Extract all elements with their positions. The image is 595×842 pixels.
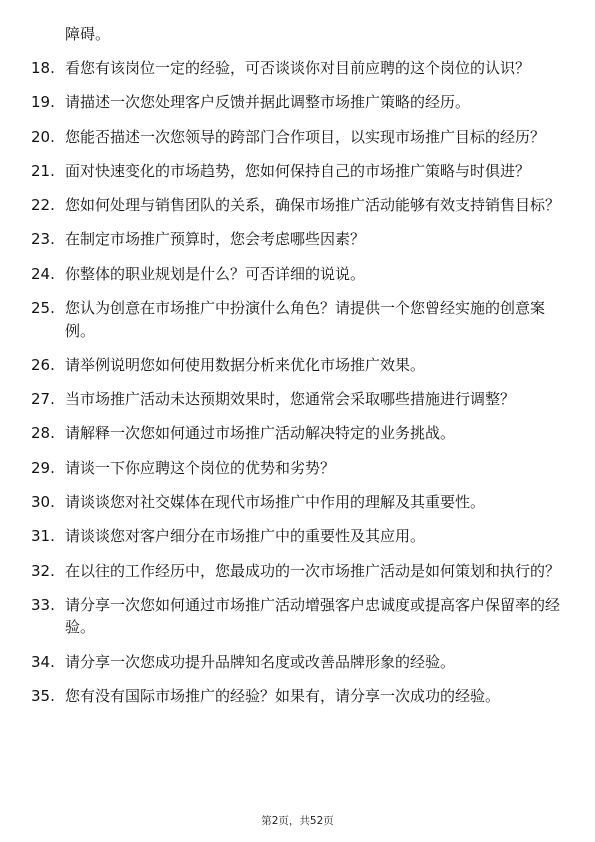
- page-footer: 第2页，共52页: [261, 815, 334, 827]
- item-text: 请谈谈您对社交媒体在现代市场推广中作用的理解及其重要性。: [65, 493, 486, 512]
- list-item: [0, 263, 595, 286]
- list-item: [0, 388, 595, 411]
- item-text: 您能否描述一次您领导的跨部门合作项目，以实现市场推广目标的经历？: [65, 127, 546, 146]
- list-item: [0, 194, 595, 217]
- list-item: [0, 525, 595, 548]
- item-number: 30.: [31, 493, 55, 512]
- item-text: 请解释一次您如何通过市场推广活动解决特定的业务挑战。: [65, 424, 456, 443]
- list-item: [0, 228, 595, 251]
- list-item: [0, 354, 595, 377]
- list-item: [0, 297, 595, 342]
- item-text: 请谈谈您对客户细分在市场推广中的重要性及其应用。: [65, 527, 426, 546]
- item-text: 看您有该岗位一定的经验，可否谈谈你对目前应聘的这个岗位的认识？: [65, 59, 531, 77]
- list-item: [0, 491, 595, 514]
- item-text: 请谈一下你应聘这个岗位的优势和劣势？: [65, 458, 336, 477]
- item-text: 请分享一次您成功提升品牌知名度或改善品牌形象的经验。: [65, 652, 456, 671]
- item-number: 33.: [31, 595, 55, 614]
- item-text: 请举例说明您如何使用数据分析来优化市场推广效果。: [65, 355, 426, 374]
- item-number: 31.: [31, 527, 55, 546]
- item-number: 32.: [31, 561, 55, 580]
- item-number: 21.: [31, 161, 55, 180]
- item-number: 28.: [31, 424, 55, 443]
- item-text: 你整体的职业规划是什么？可否详细的说说。: [65, 264, 366, 283]
- list-item: [0, 685, 595, 708]
- item-number: 25.: [31, 299, 55, 318]
- item-text: 请分享一次您如何通过市场推广活动增强客户忠诚度或提高客户保留率的经验。: [65, 595, 561, 637]
- item-number: 29.: [31, 458, 55, 477]
- item-text: 您认为创意在市场推广中扮演什么角色？请提供一个您曾经实施的创意案例。: [65, 299, 546, 340]
- item-text: 您有没有国际市场推广的经验？如果有，请分享一次成功的经验。: [65, 687, 501, 706]
- item-number: 26.: [31, 355, 55, 374]
- item-number: 34.: [31, 652, 55, 671]
- item-text: 在以往的工作经历中，您最成功的一次市场推广活动是如何策划和执行的？: [65, 561, 561, 580]
- list-item: [0, 422, 595, 445]
- item-number: 22.: [31, 196, 55, 215]
- item-number: 18.: [31, 59, 55, 77]
- item-text: 请描述一次您处理客户反馈并据此调整市场推广策略的经历。: [65, 93, 471, 112]
- item-number: 35.: [31, 687, 55, 706]
- item-number: 23.: [31, 230, 55, 249]
- list-item: [0, 457, 595, 480]
- item-number: 24.: [31, 264, 55, 283]
- list-item: [0, 57, 595, 80]
- item-text: 您如何处理与销售团队的关系，确保市场推广活动能够有效支持销售目标？: [65, 196, 561, 215]
- list-item: [0, 651, 595, 674]
- list-item: [0, 160, 595, 183]
- list-item: [0, 560, 595, 583]
- item-text: 在制定市场推广预算时，您会考虑哪些因素？: [65, 230, 366, 249]
- item-number: 20.: [31, 127, 55, 146]
- question-list: [0, 57, 595, 719]
- item-number: 19.: [31, 93, 55, 112]
- list-item: [0, 594, 595, 639]
- item-text: 当市场推广活动未达预期效果时，您通常会采取哪些措施进行调整？: [65, 390, 516, 409]
- continuation-text: 障碍。: [65, 25, 111, 43]
- item-number: 27.: [31, 390, 55, 409]
- list-item: [0, 91, 595, 114]
- list-item: [0, 126, 595, 149]
- item-text: 面对快速变化的市场趋势，您如何保持自己的市场推广策略与时俱进？: [65, 161, 531, 180]
